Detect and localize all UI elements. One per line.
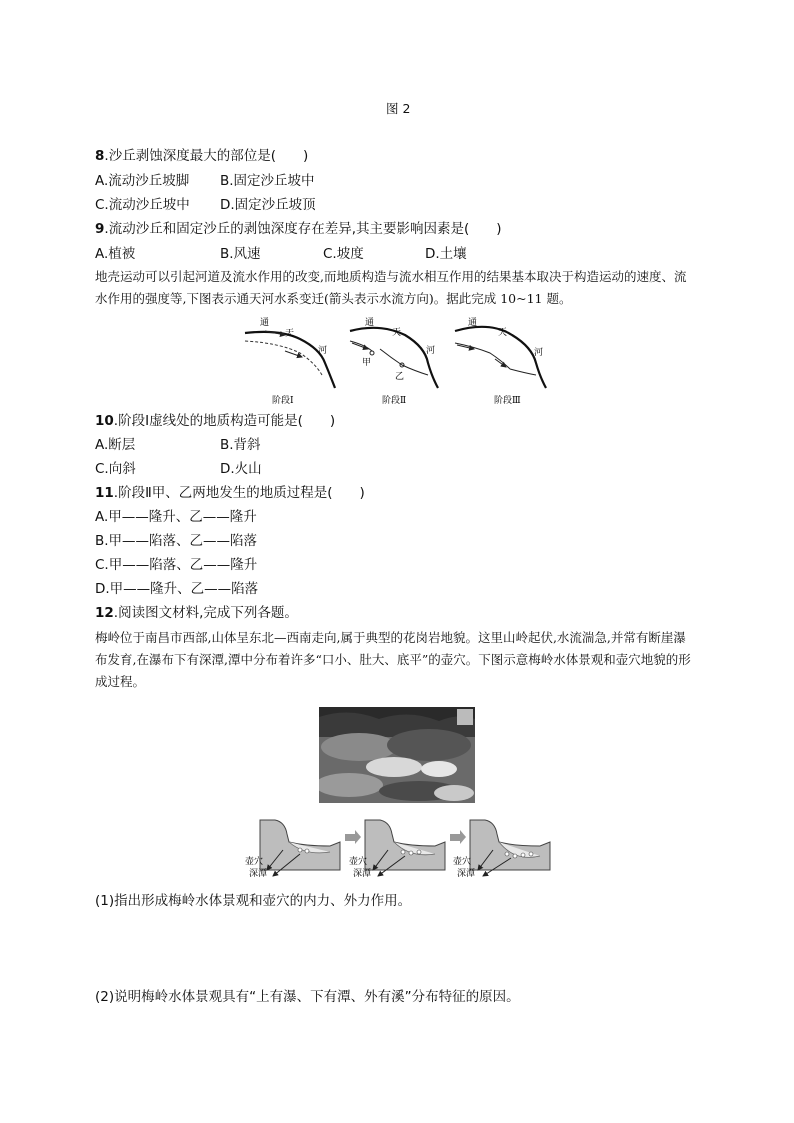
question-8 — [95, 145, 308, 167]
label-pothole-1: 壶穴 — [245, 857, 264, 867]
river-stage-1 — [245, 317, 335, 406]
question-9-option-a: A.植被 — [95, 246, 136, 262]
process-step-1 — [245, 820, 340, 879]
process-step-3 — [453, 820, 550, 879]
label-pothole-3: 壶穴 — [453, 857, 472, 867]
passage-river-system: 地壳运动可以引起河道及流水作用的改变,而地质构造与流水相互作用的结果基本取决于构造运动的速度、流水作用的强度等,下图表示通天河水系变迁(箭头表示水流方向)。据此完成 10~11 题。 — [95, 269, 687, 306]
river-system-figure — [240, 313, 560, 408]
river-label-he-2: 河 — [426, 346, 436, 356]
question-12-number: 12 — [95, 605, 114, 621]
river-label-he-3: 河 — [534, 348, 544, 358]
stage-label-2: 阶段Ⅱ — [382, 396, 407, 406]
question-11-number: 11 — [95, 485, 114, 501]
question-10-number: 10 — [95, 413, 114, 429]
river-stage-2 — [350, 317, 438, 406]
passage-meiling: 梅岭位于南昌市西部,山体呈东北—西南走向,属于典型的花岗岩地貌。这里山岭起伏,水流湍急,并常有断崖瀑布发育,在瀑布下有深潭,潭中分布着许多“口小、肚大、底平”的壶穴。下图示意梅岭水体景观和壶穴地貌的形成过程。 — [95, 630, 691, 689]
river-label-tong-3: 通 — [468, 318, 478, 328]
question-9-option-b: B.风速 — [220, 246, 261, 262]
question-12-stem: .阅读图文材料,完成下列各题。 — [113, 605, 298, 621]
question-9-option-d: D.土壤 — [425, 246, 467, 262]
question-8-number: 8 — [95, 148, 105, 164]
question-11-option-d: D.甲——隆升、乙——陷落 — [95, 581, 259, 597]
river-label-tian-3: 天 — [498, 328, 508, 338]
question-11-option-a: A.甲——隆升、乙——隆升 — [95, 509, 257, 525]
question-11-option-c: C.甲——陷落、乙——隆升 — [95, 557, 258, 573]
question-10-stem: .阶段Ⅰ虚线处的地质构造可能是( ) — [113, 413, 336, 429]
process-step-2 — [349, 820, 445, 879]
question-8-stem: .沙丘剥蚀深度最大的部位是( ) — [104, 148, 309, 164]
river-label-yi: 乙 — [395, 372, 405, 382]
question-11-stem: .阶段Ⅱ甲、乙两地发生的地质过程是( ) — [113, 485, 365, 501]
meiling-photo — [319, 707, 475, 803]
figure-2-caption: 图 2 — [386, 101, 411, 116]
river-stage-3 — [455, 317, 546, 406]
stage-label-1: 阶段Ⅰ — [272, 396, 294, 406]
river-label-tian-1: 天 — [285, 329, 295, 339]
question-8-option-b: B.固定沙丘坡中 — [220, 173, 315, 189]
label-pothole-2: 壶穴 — [349, 857, 368, 867]
label-pool-2: 深潭 — [353, 869, 372, 879]
question-8-option-a: A.流动沙丘坡脚 — [95, 173, 190, 189]
stage-label-3: 阶段Ⅲ — [494, 396, 521, 406]
pothole-process-figure — [245, 812, 555, 888]
river-label-he-1: 河 — [318, 346, 328, 356]
question-11-option-b: B.甲——陷落、乙——陷落 — [95, 533, 258, 549]
sub-question-1: (1)指出形成梅岭水体景观和壶穴的内力、外力作用。 — [95, 893, 412, 909]
river-label-tian-2: 天 — [392, 328, 402, 338]
river-label-tong-1: 通 — [260, 318, 270, 328]
question-10 — [95, 410, 335, 432]
question-9-option-c: C.坡度 — [323, 246, 364, 262]
label-pool-3: 深潭 — [457, 869, 476, 879]
label-pool-1: 深潭 — [249, 869, 268, 879]
question-12 — [95, 602, 298, 624]
question-10-option-a: A.断层 — [95, 437, 136, 453]
question-9-stem: .流动沙丘和固定沙丘的剥蚀深度存在差异,其主要影响因素是( ) — [104, 221, 502, 237]
question-10-option-c: C.向斜 — [95, 461, 136, 477]
question-10-option-b: B.背斜 — [220, 437, 261, 453]
question-8-option-c: C.流动沙丘坡中 — [95, 197, 190, 213]
sub-question-2: (2)说明梅岭水体景观具有“上有瀑、下有潭、外有溪”分布特征的原因。 — [95, 989, 520, 1005]
river-label-jia: 甲 — [362, 358, 372, 368]
river-label-tong-2: 通 — [365, 318, 375, 328]
question-9-number: 9 — [95, 221, 105, 237]
question-8-option-d: D.固定沙丘坡顶 — [220, 197, 316, 213]
question-10-option-d: D.火山 — [220, 461, 262, 477]
question-9 — [95, 218, 502, 240]
question-11 — [95, 482, 365, 504]
